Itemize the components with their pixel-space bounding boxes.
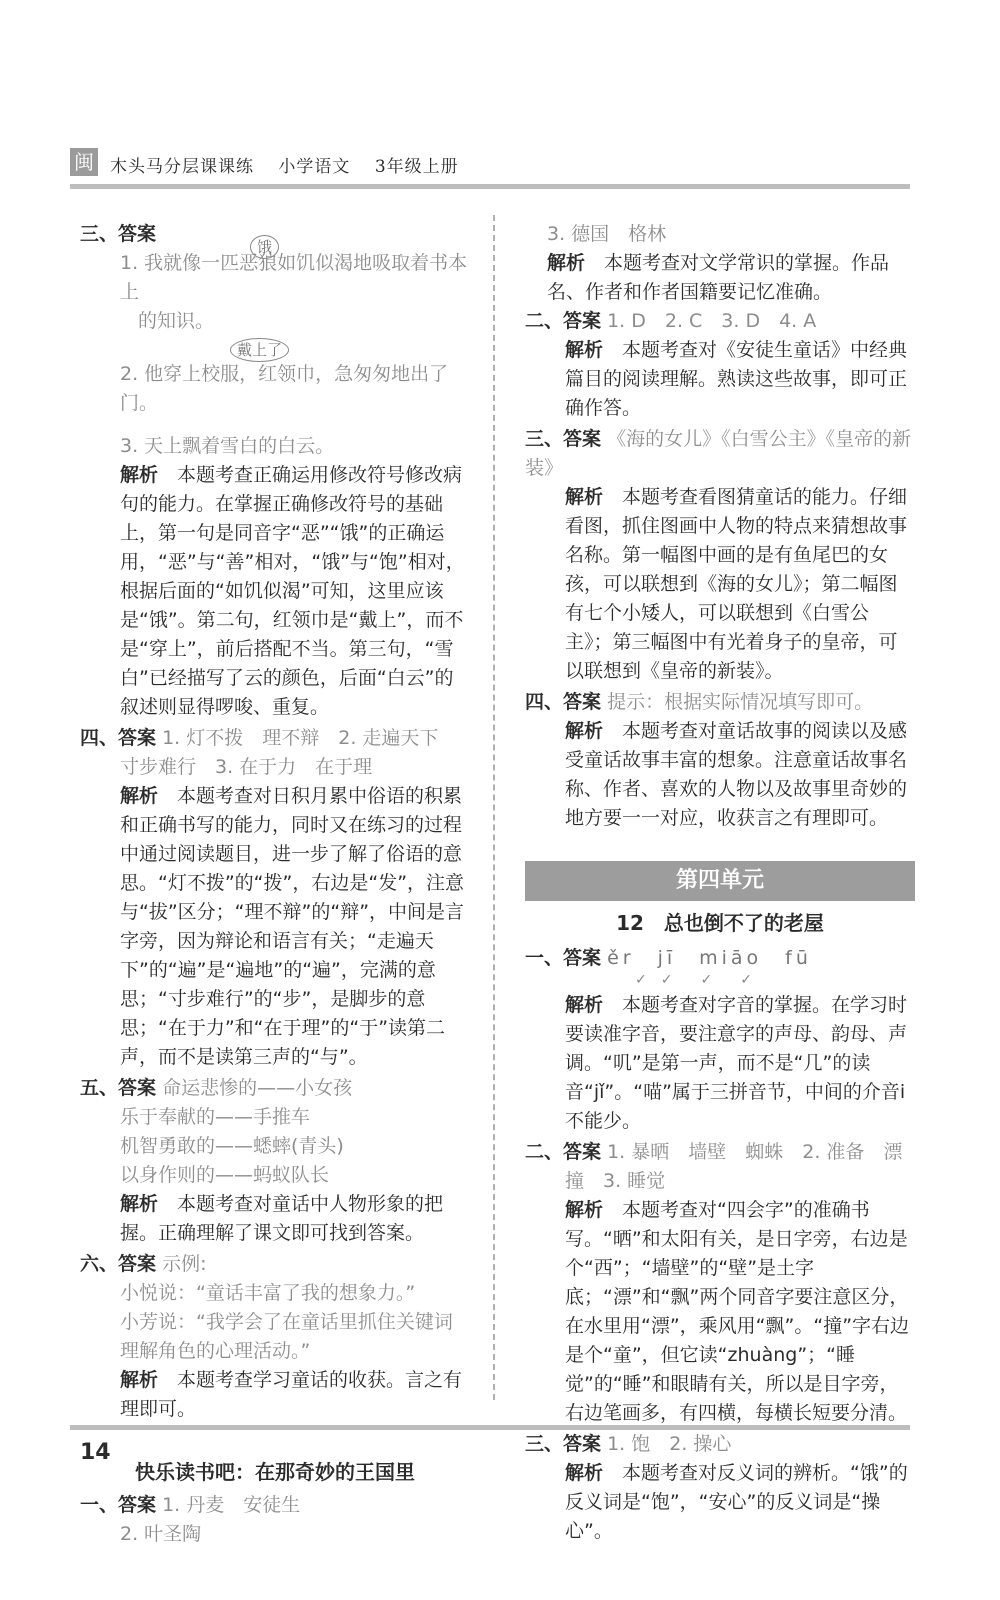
grade-name: 3年级上册: [374, 157, 459, 177]
section-label: 一、答案: [525, 947, 602, 969]
answer-line: 1. 饱 2. 操心: [607, 1433, 732, 1455]
check-marks: ✓ ✓ ✓ ✓: [635, 972, 752, 988]
answer-hint: 示例:: [162, 1253, 207, 1275]
answer-line: 2. 他穿上校服，红领巾，急匆匆地出了门。: [120, 363, 449, 414]
section-5: [80, 1074, 470, 1248]
explanation-text: 本题考查对日积月累中俗语的积累和正确书写的能力，同时又在练习的过程中通过阅读题目，进一步了解了俗语的意思。“灯不拨”的“拨”，右边是“发”，注意与“拔”区分；“理不辩”的“辩”，中间是言字旁，因为辩论和语言有关；“走遍天下”的“遍”是“遍地”的“遍”，完满的意思；“寸步难行”的“步”，是脚步的意思；“在于力”和“在于理”的“于”读第二声，而不是读第三声的“与”。: [120, 785, 465, 1068]
section-label: 二、答案: [525, 1141, 602, 1163]
section-label: 四、答案: [80, 727, 157, 749]
explanation-text: 本题考查对童话故事的阅读以及感受童话故事丰富的想象。注意童话故事名称、作者、喜欢的人物以及故事里奇妙的地方要一一对应，收获言之有理即可。: [565, 720, 908, 829]
explanation-label: 解析: [120, 1369, 159, 1391]
explanation-label: 解析: [565, 1462, 604, 1484]
explanation-text: 本题考查对“四会字”的准确书写。“晒”和太阳有关，是日字旁，右边是个“西”；“墙壁”的“壁”是土字底；“漂”和“飘”两个同音字要注意区分，在水里用“漂”，乘风用“飘”。“撞”字右边是个“童”，但它读“zhuàng”；“睡觉”的“睡”和眼睛有关，所以是目字旁，右边笔画多，有四横，每横长短要分清。: [565, 1199, 910, 1424]
answer-line: 1. 暴晒 墙壁 蜘蛛 2. 准备 漂: [607, 1141, 903, 1163]
answer-line: 小悦说：“童话丰富了我的想象力。”: [120, 1282, 416, 1304]
explanation-text: 本题考查对《安徒生童话》中经典篇目的阅读理解。熟读这些故事，即可正确作答。: [565, 339, 908, 419]
explanation-label: 解析: [120, 464, 159, 486]
unit-section-2: [525, 1138, 915, 1428]
section-label: 六、答案: [80, 1253, 157, 1275]
answer-line: 提示：根据实际情况填写即可。: [607, 691, 874, 713]
answer-line: 3. 天上飘着雪白的白云。: [120, 435, 335, 457]
answer-line: 命运悲惨的——小女孩: [162, 1077, 353, 1099]
subject-name: 小学语文: [278, 157, 351, 177]
explanation-text: 本题考查对文学常识的掌握。作品名、作者和作者国籍要记忆准确。: [547, 252, 890, 303]
section-label: 三、答案: [80, 223, 157, 245]
answer-line: 以身作则的——蚂蚁队长: [120, 1164, 330, 1186]
right-column: [525, 220, 915, 1548]
answer-line: 3. 德国 格林: [547, 223, 667, 245]
explanation-label: 解析: [565, 1199, 604, 1221]
explanation-label: 解析: [547, 252, 586, 274]
page-number: 14: [80, 1440, 111, 1465]
answer-line: 撞 3. 睡觉: [565, 1170, 666, 1192]
section-label: 四、答案: [525, 691, 602, 713]
answer-line: 寸步难行 3. 在于力 在于理: [120, 756, 373, 778]
explanation-text: 本题考查对反义词的辨析。“饿”的反义词是“饱”，“安心”的反义词是“操心”。: [565, 1462, 908, 1542]
explanation-text: 本题考查看图猜童话的能力。仔细看图，抓住图画中人物的特点来猜想故事名称。第一幅图中画的是有鱼尾巴的女孩，可以联想到《海的女儿》；第二幅图有七个小矮人，可以联想到《白雪公主》；第三幅图中有光着身子的皇帝，可以联想到《皇帝的新装》。: [565, 486, 908, 682]
section-label: 三、答案: [525, 428, 602, 450]
answer-line: 乐于奉献的——手推车: [120, 1106, 311, 1128]
answer-line: 1. 灯不拨 理不辩 2. 走遍天下: [162, 727, 439, 749]
answer-line: 1. 我就像一匹恶狼如饥似渴地吸取着书本上: [120, 252, 468, 303]
explanation-text: 本题考查正确运用修改符号修改病句的能力。在掌握正确修改符号的基础上，第一句是同音字“恶”“饿”的正确运用，“恶”与“善”相对，“饿”与“饱”相对，根据后面的“如饥似渴”可知，这里应该是“饿”。第二句，红领巾是“戴上”，而不是“穿上”，前后搭配不当。第三句，“雪白”已经描写了云的颜色，后面“白云”的叙述则显得啰唆、重复。: [120, 464, 465, 718]
explanation-label: 解析: [565, 339, 604, 361]
page-header: [70, 148, 910, 192]
left-column: [80, 220, 470, 1549]
book-title: [110, 152, 477, 177]
answer-line: 1. D 2. C 3. D 4. A: [607, 310, 817, 332]
pinyin-answer: ěr jī miāo fū: [607, 947, 812, 969]
explanation-text: 本题考查学习童话的收获。言之有理即可。: [120, 1369, 463, 1420]
section-3: [80, 220, 470, 722]
section-label: 二、答案: [525, 310, 602, 332]
region-logo: 闽: [70, 148, 98, 176]
answer-line: 1. 丹麦 安徒生: [162, 1494, 301, 1516]
answer-line: 机智勇敢的——蟋蟀(青头): [120, 1135, 344, 1157]
series-name: 木头马分层课课练: [110, 157, 254, 177]
explanation-label: 解析: [120, 1193, 159, 1215]
answer-line: [80, 336, 470, 360]
explanation-label: 解析: [565, 994, 604, 1016]
answer-line: 2. 叶圣陶: [120, 1523, 202, 1545]
answer-line: 《海的女儿》《白雪公主》《皇帝的新装》: [525, 428, 912, 479]
section-4: [525, 688, 915, 833]
answer-line: 小芳说：“我学会了在童话里抓住关键词理解角色的心理活动。”: [120, 1311, 453, 1362]
explanation-text: 本题考查对字音的掌握。在学习时要读准字音，要注意字的声母、韵母、声调。“叽”是第一声，而不是“几”的读音“jǐ”。“喵”属于三拼音节，中间的介音i不能少。: [565, 994, 908, 1132]
reading-section-title: 快乐读书吧：在那奇妙的王国里: [135, 1460, 415, 1484]
explanation-label: 解析: [565, 720, 604, 742]
correction-mark: 戴上了: [230, 338, 289, 362]
section-4: [80, 724, 470, 1072]
answer-line: 的知识。: [138, 310, 215, 332]
unit-section-1: [525, 944, 915, 1136]
section-2: [525, 307, 915, 423]
section-3: [525, 425, 915, 686]
section-label: 三、答案: [525, 1433, 602, 1455]
lesson-title: 12 总也倒不了的老屋: [616, 911, 824, 935]
explanation-label: 解析: [120, 785, 159, 807]
explanation-text: 本题考查对童话中人物形象的把握。正确理解了课文即可找到答案。: [120, 1193, 444, 1244]
section-6: [80, 1250, 470, 1424]
section-label: 五、答案: [80, 1077, 157, 1099]
correction-mark: 饿: [250, 235, 279, 259]
header-rule: [70, 184, 910, 189]
unit-banner: 第四单元: [525, 861, 915, 901]
footer-rule: [70, 1425, 910, 1430]
unit-section-3: [525, 1430, 915, 1546]
section-label: 一、答案: [80, 1494, 157, 1516]
column-divider: [493, 215, 495, 1400]
explanation-label: 解析: [565, 486, 604, 508]
